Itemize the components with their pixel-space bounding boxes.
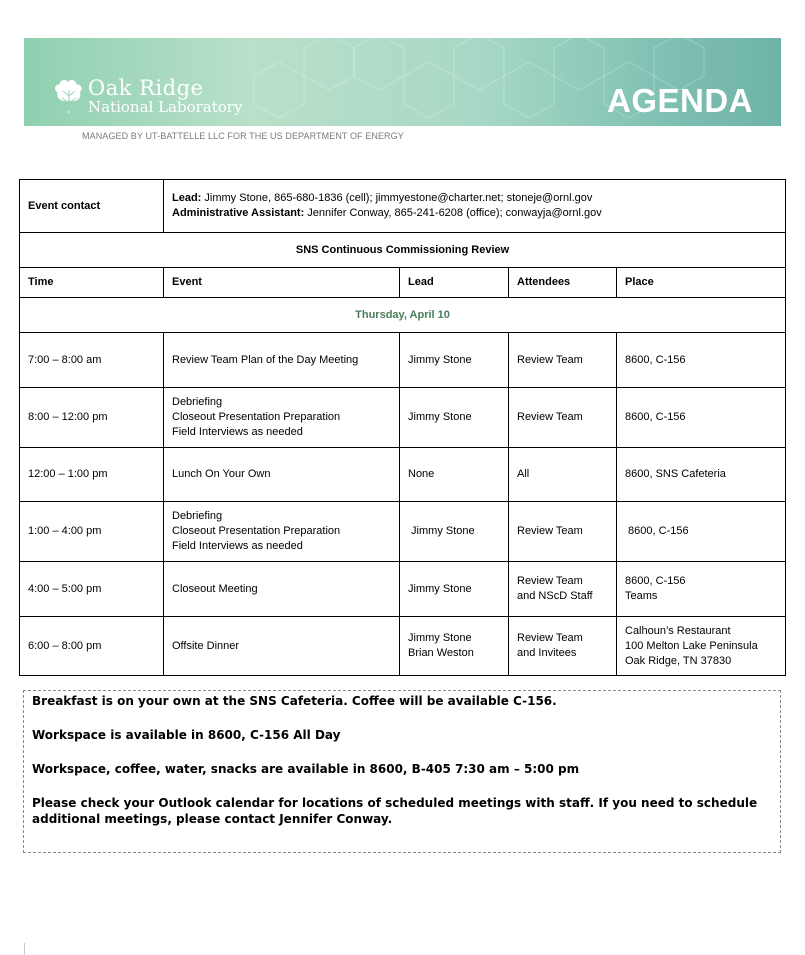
cell-place <box>617 617 786 676</box>
lead-line: Jimmy Stone <box>408 353 472 366</box>
place-line: 8600, C-156 <box>625 353 686 366</box>
lead-line: None <box>408 468 435 480</box>
event-line: Debriefing <box>172 396 223 408</box>
day-row <box>20 298 786 333</box>
cell-event <box>164 448 400 502</box>
cell-time: 12:00 – 1:00 pm <box>20 448 164 502</box>
lead-line: Jimmy Stone <box>408 632 472 644</box>
cell-attendees <box>509 333 617 388</box>
lead-label: Lead: <box>172 192 202 204</box>
cell-lead <box>400 502 509 562</box>
cell-time: 8:00 – 12:00 pm <box>20 388 164 448</box>
lead-line: Jimmy Stone <box>408 411 472 423</box>
logo-line-2: National Laboratory <box>88 97 243 116</box>
logo-line-1: Oak Ridge <box>88 75 204 100</box>
cell-time: 7:00 – 8:00 am <box>20 333 164 388</box>
event-line: Offsite Dinner <box>172 639 240 652</box>
day-heading: Thursday, April 10 <box>20 298 786 333</box>
lead-line: Jimmy Stone <box>408 582 472 595</box>
header-banner <box>24 38 781 126</box>
column-header-time: Time <box>20 268 164 298</box>
schedule-row <box>20 388 786 448</box>
attendees-line: All <box>517 468 530 480</box>
cell-attendees <box>509 502 617 562</box>
place-line: 8600, SNS Cafeteria <box>625 468 726 480</box>
note-workspace-c156: Workspace is available in 8600, C-156 All Day <box>32 728 341 742</box>
schedule-row <box>20 448 786 502</box>
lead-line: Brian Weston <box>408 647 474 659</box>
note-workspace-b405: Workspace, coffee, water, snacks are available in 8600, B-405 7:30 am – 5:00 pm <box>32 762 580 776</box>
cell-place <box>617 562 786 617</box>
schedule-row <box>20 502 786 562</box>
attendees-line: Review Team <box>517 525 583 537</box>
event-line: Closeout Presentation Preparation <box>172 525 341 537</box>
notes-box <box>23 690 781 853</box>
cell-lead <box>400 617 509 676</box>
column-header-row <box>20 268 786 298</box>
cell-lead <box>400 333 509 388</box>
attendees-line: and NScD Staff <box>517 590 593 602</box>
cell-lead <box>400 562 509 617</box>
event-line: Field Interviews as needed <box>172 540 303 552</box>
place-line: Oak Ridge, TN 37830 <box>625 654 732 667</box>
event-line: Debriefing <box>172 510 223 522</box>
event-line: Closeout Meeting <box>172 582 258 595</box>
place-line: 8600, C-156 <box>625 575 686 587</box>
place-line: 8600, C-156 <box>625 525 689 537</box>
attendees-line: Review Team <box>517 632 583 644</box>
event-contact-label: Event contact <box>20 180 164 233</box>
managed-by-line: MANAGED BY UT-BATTELLE LLC FOR THE US DEPARTMENT OF ENERGY <box>82 131 404 141</box>
cell-place <box>617 502 786 562</box>
page-margin-marker <box>24 943 25 955</box>
lead-value: Jimmy Stone, 865-680-1836 (cell); jimmyestone@charter.net; stoneje@ornl.gov <box>201 192 593 204</box>
attendees-line: Review Team <box>517 575 583 587</box>
agenda-table <box>19 179 786 676</box>
place-line: 100 Melton Lake Peninsula <box>625 639 758 652</box>
cell-event <box>164 617 400 676</box>
note-breakfast: Breakfast is on your own at the SNS Cafeteria. Coffee will be available C-156. <box>32 694 557 708</box>
cell-attendees <box>509 448 617 502</box>
cell-place <box>617 388 786 448</box>
assistant-value: Jennifer Conway, 865-241-6208 (office); conwayja@ornl.gov <box>304 207 602 219</box>
cell-time: 1:00 – 4:00 pm <box>20 502 164 562</box>
schedule-rows <box>20 333 786 676</box>
review-title: SNS Continuous Commissioning Review <box>20 233 786 268</box>
attendees-line: Review Team <box>517 411 583 423</box>
assistant-label: Administrative Assistant: <box>172 207 305 219</box>
review-title-row <box>20 233 786 268</box>
cell-attendees <box>509 617 617 676</box>
column-header-place: Place <box>617 268 786 298</box>
schedule-row <box>20 617 786 676</box>
place-line: 8600, C-156 <box>625 411 686 423</box>
cell-lead <box>400 388 509 448</box>
cell-event <box>164 502 400 562</box>
note-outlook-calendar: Please check your Outlook calendar for locations of scheduled meetings with staff. If you need to schedule additional meetings, please contact Jennifer Conway. <box>32 796 758 826</box>
cell-time: 6:00 – 8:00 pm <box>20 617 164 676</box>
oak-leaf-icon <box>52 78 86 114</box>
event-line: Lunch On Your Own <box>172 468 271 480</box>
ornl-logo <box>52 76 242 116</box>
contact-info-cell <box>164 180 786 233</box>
cell-attendees <box>509 562 617 617</box>
contact-row <box>20 180 786 233</box>
attendees-line: and Invitees <box>517 647 577 659</box>
place-line: Calhoun’s Restaurant <box>625 624 731 637</box>
attendees-line: Review Team <box>517 353 583 366</box>
cell-lead <box>400 448 509 502</box>
column-header-attendees: Attendees <box>509 268 617 298</box>
schedule-row <box>20 562 786 617</box>
column-header-event: Event <box>164 268 400 298</box>
event-line: Closeout Presentation Preparation <box>172 411 341 423</box>
agenda-title: AGENDA <box>606 82 753 119</box>
lead-line: Jimmy Stone <box>408 525 475 537</box>
cell-time: 4:00 – 5:00 pm <box>20 562 164 617</box>
cell-place <box>617 333 786 388</box>
cell-attendees <box>509 388 617 448</box>
event-line: Field Interviews as needed <box>172 426 303 438</box>
place-line: Teams <box>625 590 658 602</box>
cell-event <box>164 333 400 388</box>
cell-event <box>164 562 400 617</box>
schedule-row <box>20 333 786 388</box>
cell-place <box>617 448 786 502</box>
event-line: Review Team Plan of the Day Meeting <box>172 353 359 366</box>
column-header-lead: Lead <box>400 268 509 298</box>
cell-event <box>164 388 400 448</box>
